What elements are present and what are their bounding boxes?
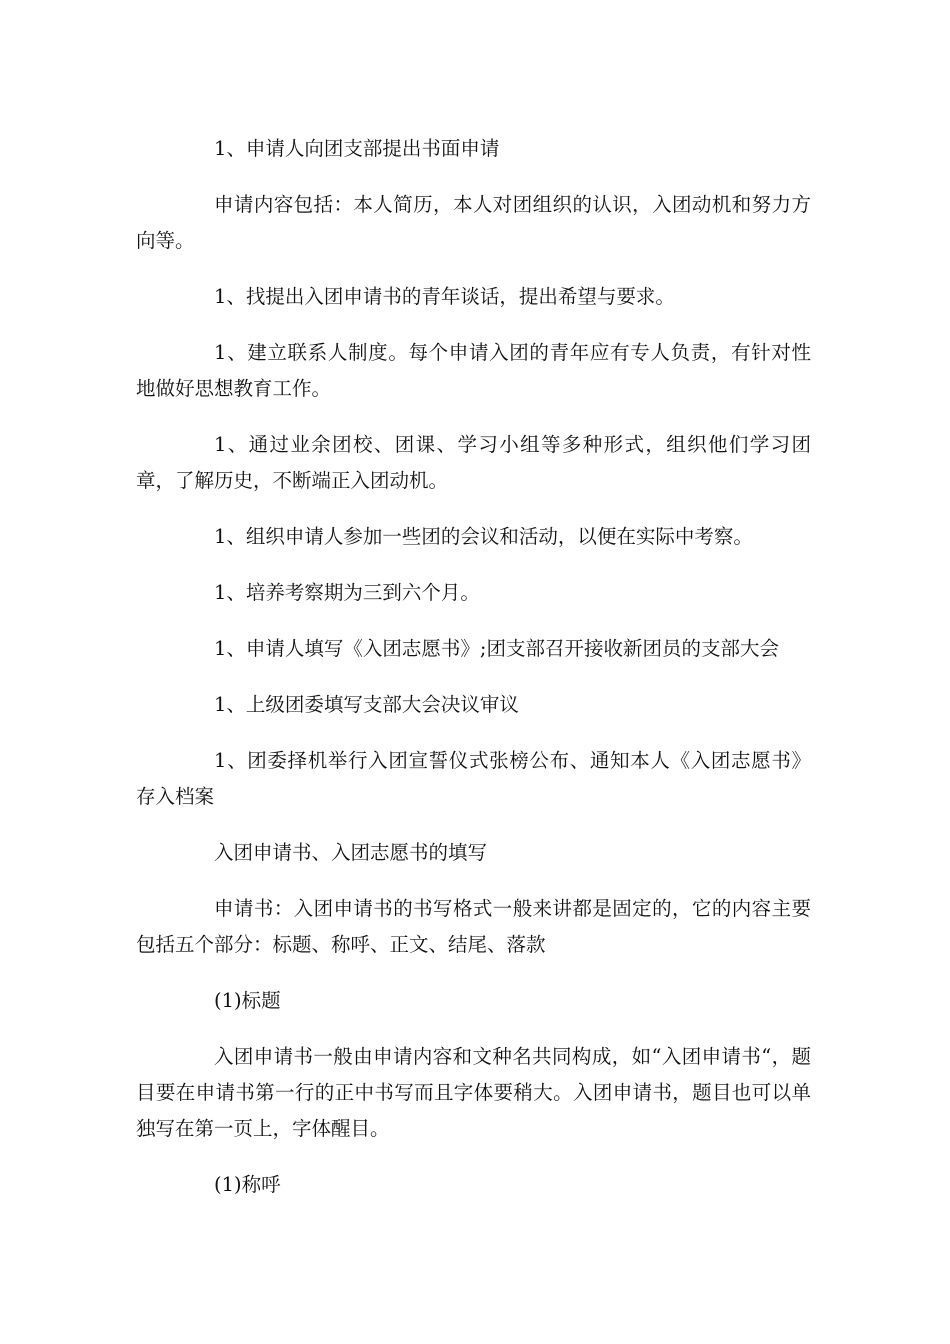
paragraph-step-oath: 1、团委择机举行入团宣誓仪式张榜公布、通知本人《入团志愿书》存入档案 <box>136 749 811 808</box>
subheading-salutation: (1)称呼 <box>214 1173 281 1196</box>
paragraph-step-talk: 1、找提出入团申请书的青年谈话，提出希望与要求。 <box>214 285 675 308</box>
paragraph-step-study: 1、通过业余团校、团课、学习小组等多种形式，组织他们学习团章，了解历史，不断端正入团动机。 <box>136 433 811 492</box>
paragraph-title-description: 入团申请书一般由申请内容和文种名共同构成，如“入团申请书“，题目要在申请书第一行的正中书写而且字体要稍大。入团申请书，题目也可以单独写在第一页上，字体醒目。 <box>136 1045 811 1140</box>
paragraph-step-period: 1、培养考察期为三到六个月。 <box>214 581 480 604</box>
section-heading-filling: 入团申请书、入团志愿书的填写 <box>214 841 488 864</box>
document-body <box>136 131 811 1223</box>
paragraph-step-review: 1、上级团委填写支部大会决议审议 <box>214 693 519 716</box>
paragraph-apply-content: 申请内容包括：本人简历，本人对团组织的认识，入团动机和努力方向等。 <box>136 193 811 252</box>
paragraph-step-volunteer-form: 1、申请人填写《入团志愿书》;团支部召开接收新团员的支部大会 <box>214 637 779 660</box>
paragraph-step-activities: 1、组织申请人参加一些团的会议和活动，以便在实际中考察。 <box>214 525 753 548</box>
paragraph-step-contact: 1、建立联系人制度。每个申请入团的青年应有专人负责，有针对性地做好思想教育工作。 <box>136 341 811 400</box>
paragraph-application-format: 申请书：入团申请书的书写格式一般来讲都是固定的，它的内容主要包括五个部分：标题、称呼、正文、结尾、落款 <box>136 897 811 956</box>
paragraph-step-apply: 1、申请人向团支部提出书面申请 <box>214 137 500 160</box>
subheading-title: (1)标题 <box>214 989 281 1012</box>
